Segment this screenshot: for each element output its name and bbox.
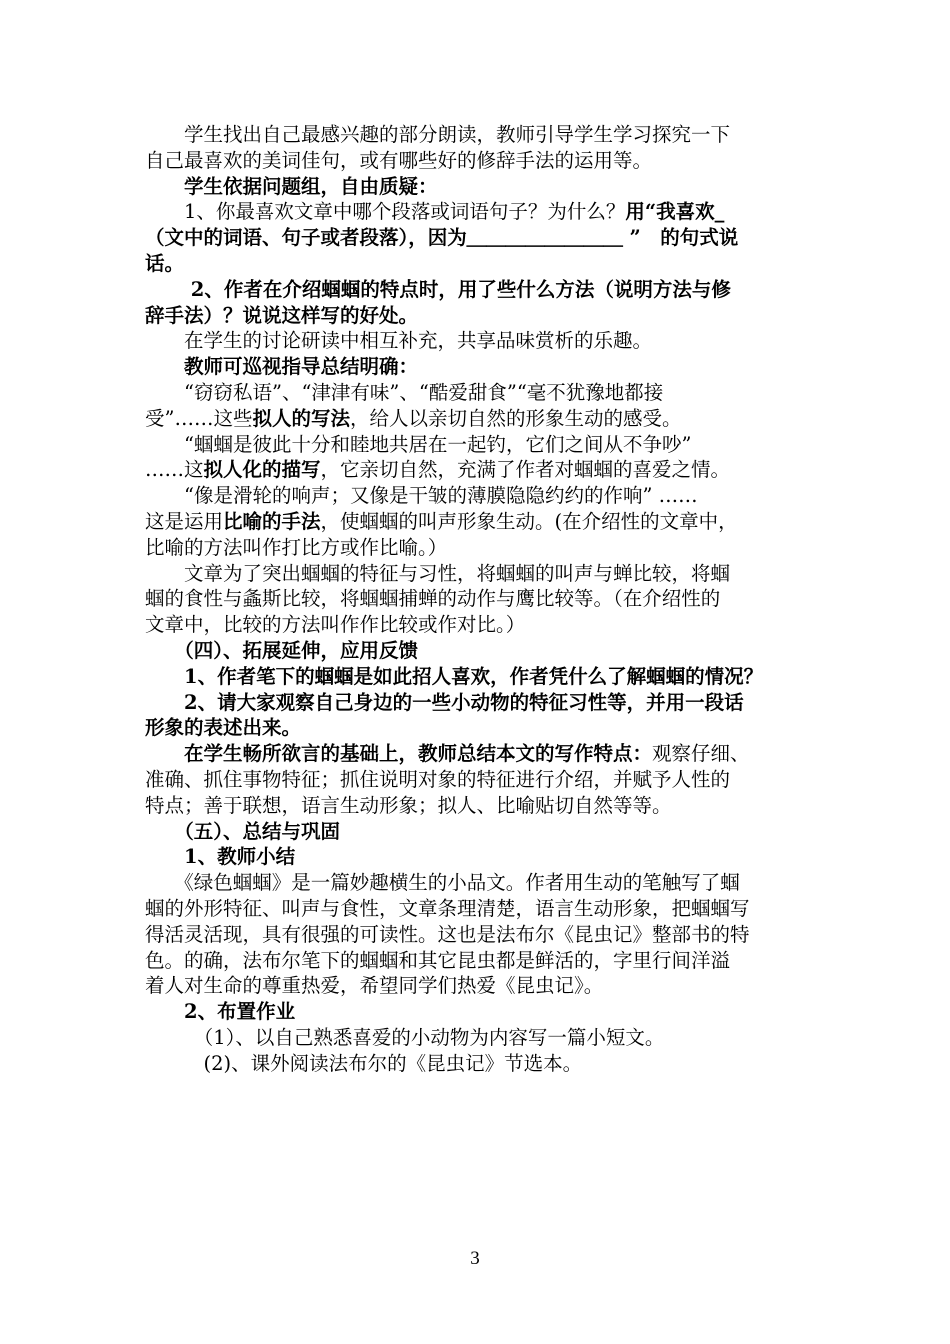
bold-text: （五）、总结与巩固 [145, 819, 341, 843]
text-line [145, 973, 811, 999]
body-text: 受”……这些 [145, 406, 253, 430]
text-line [145, 535, 811, 561]
text-line [145, 948, 811, 974]
text-line [145, 690, 811, 716]
body-text: ，给人以亲切自然的形象生动的感受。 [350, 406, 682, 430]
bold-text: 学生依据问题组，自由质疑： [145, 174, 438, 198]
bold-text: （文中的词语、句子或者段落），因为＿＿＿＿＿＿＿＿ ” 的句式说 [145, 226, 739, 250]
bold-text: （四）、拓展延伸，应用反馈 [145, 638, 419, 662]
bold-text: 1、作者笔下的蝈蝈是如此招人喜欢，作者凭什么了解蝈蝈的情况？ [145, 664, 764, 688]
text-line [145, 1025, 811, 1051]
bold-text: 2、布置作业 [145, 1000, 296, 1024]
body-text: （1）、以自己熟悉喜爱的小动物为内容写一篇小短文。 [145, 1025, 665, 1049]
text-line [145, 148, 811, 174]
text-line [145, 1051, 811, 1077]
text-line [145, 767, 811, 793]
bold-text: 辞手法）？说说这样写的好处。 [145, 303, 419, 327]
bold-text: 1、教师小结 [145, 845, 296, 869]
text-line [145, 638, 811, 664]
body-text: 色。的确，法布尔笔下的蝈蝈和其它昆虫都是鲜活的，字里行间洋溢 [145, 948, 731, 972]
text-line [145, 328, 811, 354]
body-text: 学生找出自己最感兴趣的部分朗读，教师引导学生学习探究一下 [145, 123, 731, 146]
body-text: 蝈的外形特征、叫声与食性，文章条理清楚，语言生动形象，把蝈蝈写 [145, 896, 750, 920]
text-line [145, 870, 811, 896]
body-text: 准确、抓住事物特征；抓住说明对象的特征进行介绍，并赋予人性的 [145, 767, 731, 791]
text-line [145, 664, 811, 690]
bold-text: 形象的表述出来。 [145, 716, 302, 740]
bold-text: 话。 [145, 251, 185, 275]
text-line [145, 793, 811, 819]
text-line [145, 715, 811, 741]
page-number: 3 [470, 1248, 480, 1269]
bold-text: 在学生畅所欲言的基础上，教师总结本文的写作特点： [145, 742, 653, 766]
body-text: 比喻的方法叫作打比方或作比喻。） [145, 535, 448, 559]
text-line [145, 896, 811, 922]
text-line [145, 432, 811, 458]
text-line [145, 354, 811, 380]
body-text: “像是滑轮的响声；又像是干皱的薄膜隐隐约约的作响” …… [145, 484, 698, 508]
body-text: 这是运用 [145, 509, 224, 533]
text-line [145, 999, 811, 1025]
body-text: 特点；善于联想，语言生动形象；拟人、比喻贴切自然等等。 [145, 793, 672, 817]
body-text: 自己最喜欢的美词佳句，或有哪些好的修辞手法的运用等。 [145, 148, 653, 172]
body-text: ，使蝈蝈的叫声形象生动。(在介绍性的文章中， [320, 509, 738, 533]
text-line [145, 819, 811, 845]
text-line [145, 483, 811, 509]
text-line [145, 612, 811, 638]
body-text: 在学生的讨论研读中相互补充，共享品味赏析的乐趣。 [145, 329, 653, 353]
bold-text: 2、作者在介绍蝈蝈的特点时，用了些什么方法（说明方法与修 [145, 277, 731, 301]
body-text: (2)、课外阅读法布尔的《昆虫记》节选本。 [145, 1051, 583, 1075]
body-text: ，它亲切自然，充满了作者对蝈蝈的喜爱之情。 [320, 458, 731, 482]
bold-text: 比喻的手法 [223, 509, 321, 533]
body-text: 文章中，比较的方法叫作作比较或作对比。） [145, 613, 526, 637]
bold-text: 拟人化的描写 [203, 458, 321, 482]
body-text: 1、你最喜欢文章中哪个段落或词语句子？为什么？ [145, 200, 626, 224]
text-line [145, 225, 811, 251]
body-text: 《绿色蝈蝈》是一篇妙趣横生的小品文。作者用生动的笔触写了蝈 [145, 871, 740, 895]
body-text: “窃窃私语”、“津津有味”、“酷爱甜食”“毫不犹豫地都接 [145, 380, 664, 404]
body-text: ……这 [145, 458, 204, 482]
body-text: 蝈的食性与螽斯比较，将蝈蝈捕蝉的动作与鹰比较等。（在介绍性的 [145, 587, 721, 611]
body-text: 得活灵活现，具有很强的可读性。这也是法布尔《昆虫记》整部书的特 [145, 922, 750, 946]
body-text: 文章为了突出蝈蝈的特征与习性，将蝈蝈的叫声与蝉比较，将蝈 [145, 561, 731, 585]
text-line [145, 380, 811, 406]
text-line [145, 509, 811, 535]
document-body [145, 122, 811, 1076]
bold-text: 用“我喜欢_ [625, 200, 725, 224]
text-line [145, 561, 811, 587]
bold-text: 拟人的写法 [252, 406, 350, 430]
bold-text: 教师可巡视指导总结明确： [145, 355, 419, 379]
text-line [145, 922, 811, 948]
text-line [145, 277, 811, 303]
text-line [145, 251, 811, 277]
text-line [145, 174, 811, 200]
text-line [145, 199, 811, 225]
text-line [145, 741, 811, 767]
text-line [145, 586, 811, 612]
text-line [145, 406, 811, 432]
text-line [145, 303, 811, 329]
body-text: “蝈蝈是彼此十分和睦地共居在一起钓，它们之间从不争吵” [145, 432, 692, 456]
text-line [145, 457, 811, 483]
body-text: 观察仔细、 [652, 742, 750, 766]
text-line [145, 844, 811, 870]
body-text: 着人对生命的尊重热爱，希望同学们热爱《昆虫记》。 [145, 974, 604, 998]
bold-text: 2、请大家观察自己身边的一些小动物的特征习性等，并用一段话 [145, 690, 744, 714]
text-line [145, 122, 811, 148]
